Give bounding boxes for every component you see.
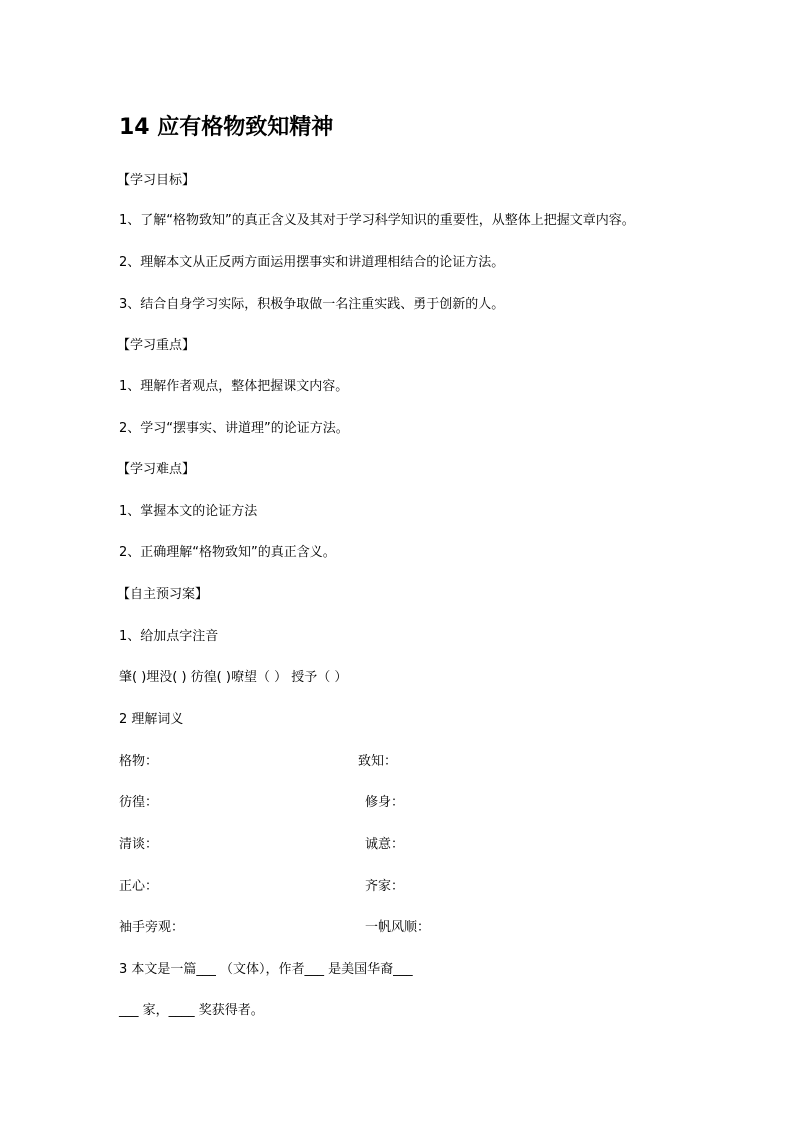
preview-question-3-line-1: 3 本文是一篇___ （文体），作者___ 是美国华裔___ xyxy=(119,962,413,977)
difficulties-heading: 【学习难点】 xyxy=(117,462,196,477)
objective-item-2: 2、理解本文从正反两方面运用摆事实和讲道理相结合的论证方法。 xyxy=(119,255,505,270)
preview-question-2: 2 理解词义 xyxy=(119,712,184,727)
term-left: 彷徨： xyxy=(119,795,159,810)
term-left: 格物： xyxy=(119,754,159,769)
preview-heading: 【自主预习案】 xyxy=(117,587,209,602)
pinyin-fill-line: 肇( )埋没( ) 彷徨( )嘹望（ ） 授予（ ） xyxy=(119,670,348,685)
term-right: 致知： xyxy=(358,754,398,769)
objective-item-1: 1、了解“格物致知”的真正含义及其对于学习科学知识的重要性，从整体上把握文章内容。 xyxy=(119,213,635,228)
difficulty-item-1: 1、掌握本文的论证方法 xyxy=(119,504,258,519)
term-right: 一帆风顺： xyxy=(365,920,431,935)
key-point-item-1: 1、理解作者观点，整体把握课文内容。 xyxy=(119,379,349,394)
objective-item-3: 3、结合自身学习实际，积极争取做一名注重实践、勇于创新的人。 xyxy=(119,297,505,312)
term-right: 齐家： xyxy=(365,879,405,894)
key-point-item-2: 2、学习“摆事实、讲道理”的论证方法。 xyxy=(119,421,349,436)
difficulty-item-2: 2、正确理解“格物致知”的真正含义。 xyxy=(119,545,336,560)
preview-question-1: 1、给加点字注音 xyxy=(119,629,219,644)
preview-question-3-line-2: ___ 家，____ 奖获得者。 xyxy=(119,1003,264,1018)
page-title: 14 应有格物致知精神 xyxy=(119,115,334,140)
term-left: 袖手旁观： xyxy=(119,920,185,935)
key-points-heading: 【学习重点】 xyxy=(117,338,196,353)
term-right: 修身： xyxy=(365,795,405,810)
objectives-heading: 【学习目标】 xyxy=(117,173,196,188)
term-right: 诚意： xyxy=(365,837,405,852)
term-left: 正心： xyxy=(119,879,159,894)
term-left: 清谈： xyxy=(119,837,159,852)
